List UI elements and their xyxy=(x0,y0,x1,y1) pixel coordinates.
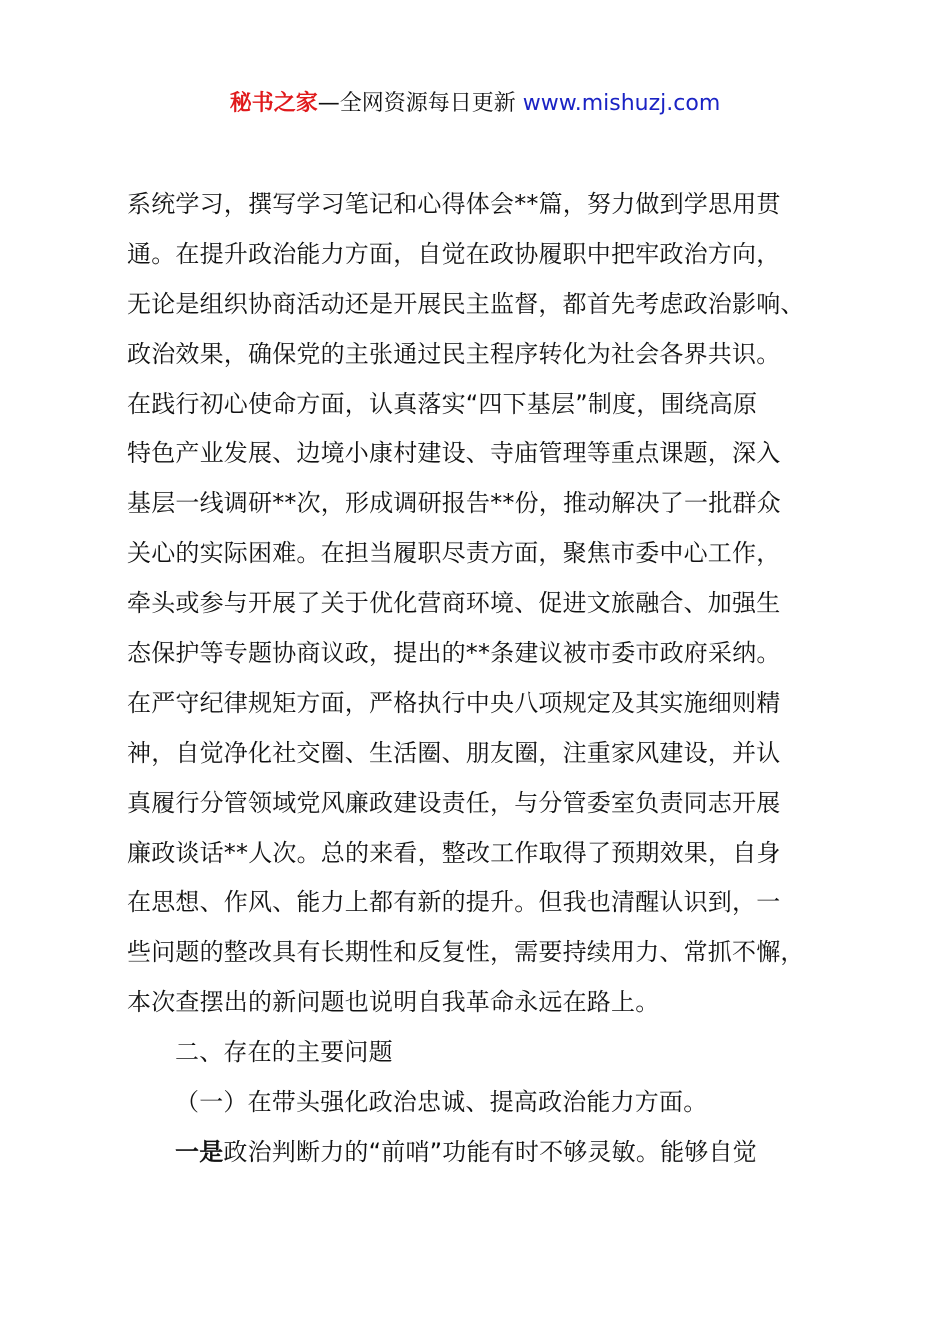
paragraph-line: 关心的实际困难。在担当履职尽责方面，聚焦市委中心工作， xyxy=(127,539,781,568)
paragraph-line: 神，自觉净化社交圈、生活圈、朋友圈，注重家风建设，并认 xyxy=(127,738,781,767)
point-one xyxy=(127,1128,867,1178)
point-one-lead: 一是 xyxy=(175,1137,224,1166)
paragraph-line: 在严守纪律规矩方面，严格执行中央八项规定及其实施细则精 xyxy=(127,688,781,717)
paragraph-line: 些问题的整改具有长期性和反复性，需要持续用力、常抓不懈， xyxy=(127,938,805,967)
paragraph-line: 在践行初心使命方面，认真落实“四下基层”制度，围绕高原 xyxy=(127,389,758,418)
header-url[interactable]: www.mishuzj.com xyxy=(522,91,721,116)
paragraph-line: 特色产业发展、边境小康村建设、寺庙管理等重点课题，深入 xyxy=(127,439,781,468)
paragraph-line: 无论是组织协商活动还是开展民主监督，都首先考虑政治影响、 xyxy=(127,289,805,318)
paragraph-line: 态保护等专题协商议政，提出的**条建议被市委市政府采纳。 xyxy=(127,639,781,668)
brand-name: 秘书之家 xyxy=(229,91,318,116)
subsection-heading: （一）在带头强化政治忠诚、提高政治能力方面。 xyxy=(175,1088,708,1117)
section-heading: 二、存在的主要问题 xyxy=(175,1038,393,1067)
paragraph-line: 系统学习，撰写学习笔记和心得体会**篇，努力做到学思用贯 xyxy=(127,190,781,218)
paragraph-line: 本次查摆出的新问题也说明自我革命永远在路上。 xyxy=(127,988,660,1017)
header-tagline: —全网资源每日更新 xyxy=(317,91,523,116)
paragraph-line: 政治效果，确保党的主张通过民主程序转化为社会各界共识。 xyxy=(127,339,781,368)
page-header xyxy=(0,86,950,122)
paragraph-line: 通。在提升政治能力方面，自觉在政协履职中把牢政治方向， xyxy=(127,239,781,268)
point-one-text: 政治判断力的“前哨”功能有时不够灵敏。能够自觉 xyxy=(223,1137,757,1166)
paragraph-line: 基层一线调研**次，形成调研报告**份，推动解决了一批群众 xyxy=(127,489,781,518)
paragraph-line: 廉政谈话**人次。总的来看，整改工作取得了预期效果，自身 xyxy=(127,838,781,867)
paragraph-line: 牵头或参与开展了关于优化营商环境、促进文旅融合、加强生 xyxy=(127,589,781,618)
document-body xyxy=(127,180,867,1178)
paragraph-line: 真履行分管领域党风廉政建设责任，与分管委室负责同志开展 xyxy=(127,788,781,817)
paragraph-line: 在思想、作风、能力上都有新的提升。但我也清醒认识到，一 xyxy=(127,888,781,917)
